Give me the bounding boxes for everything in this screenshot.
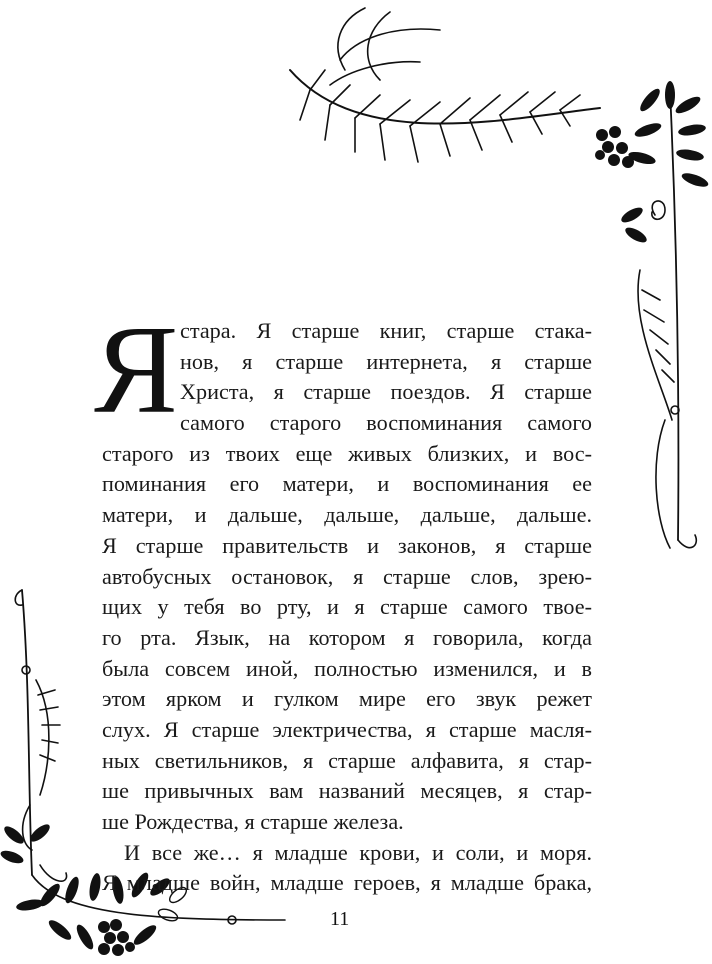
page-number: 11 <box>330 908 350 930</box>
text-line: Христа, я старше поездов. Я старше <box>180 379 592 405</box>
drop-cap: Я <box>94 301 179 440</box>
text-line: самого старого воспоминания самого <box>180 410 592 436</box>
text-line: матери, и дальше, дальше, дальше, дальше. <box>102 502 592 528</box>
text-line: ше привычных вам названий месяцев, я стар- <box>102 778 592 804</box>
text-line: слух. Я старше электричества, я старше масля- <box>102 716 592 742</box>
text-line: стара. Я старше книг, старше стака- <box>180 318 592 343</box>
text-line: Я младше войн, младше героев, я младше брака, <box>102 870 592 896</box>
text-line: го рта. Язык, на котором я говорила, когда <box>102 624 592 650</box>
text-line: автобусных остановок, я старше слов, зрею- <box>102 563 592 589</box>
text-line: нов, я старше интернета, я старше <box>180 348 592 374</box>
text-line: была совсем иной, полностью изменился, и в <box>102 655 592 681</box>
text-line: щих у тебя во рту, и я старше самого твое- <box>102 594 592 620</box>
text-line: старого из твоих еще живых близких, и вос- <box>102 440 592 466</box>
body-text <box>94 301 592 899</box>
text-line: И все же… я младше крови, и соли, и моря. <box>124 839 592 865</box>
text-line: ных светильников, я старше алфавита, я стар- <box>102 747 592 773</box>
text-line: Я старше правительств и законов, я старше <box>102 532 592 558</box>
text-line: этом ярком и гулком мире его звук режет <box>102 686 592 712</box>
text-line: поминания его матери, и воспоминания ее <box>102 471 592 497</box>
text-line: ше Рождества, я старше железа. <box>102 809 404 834</box>
